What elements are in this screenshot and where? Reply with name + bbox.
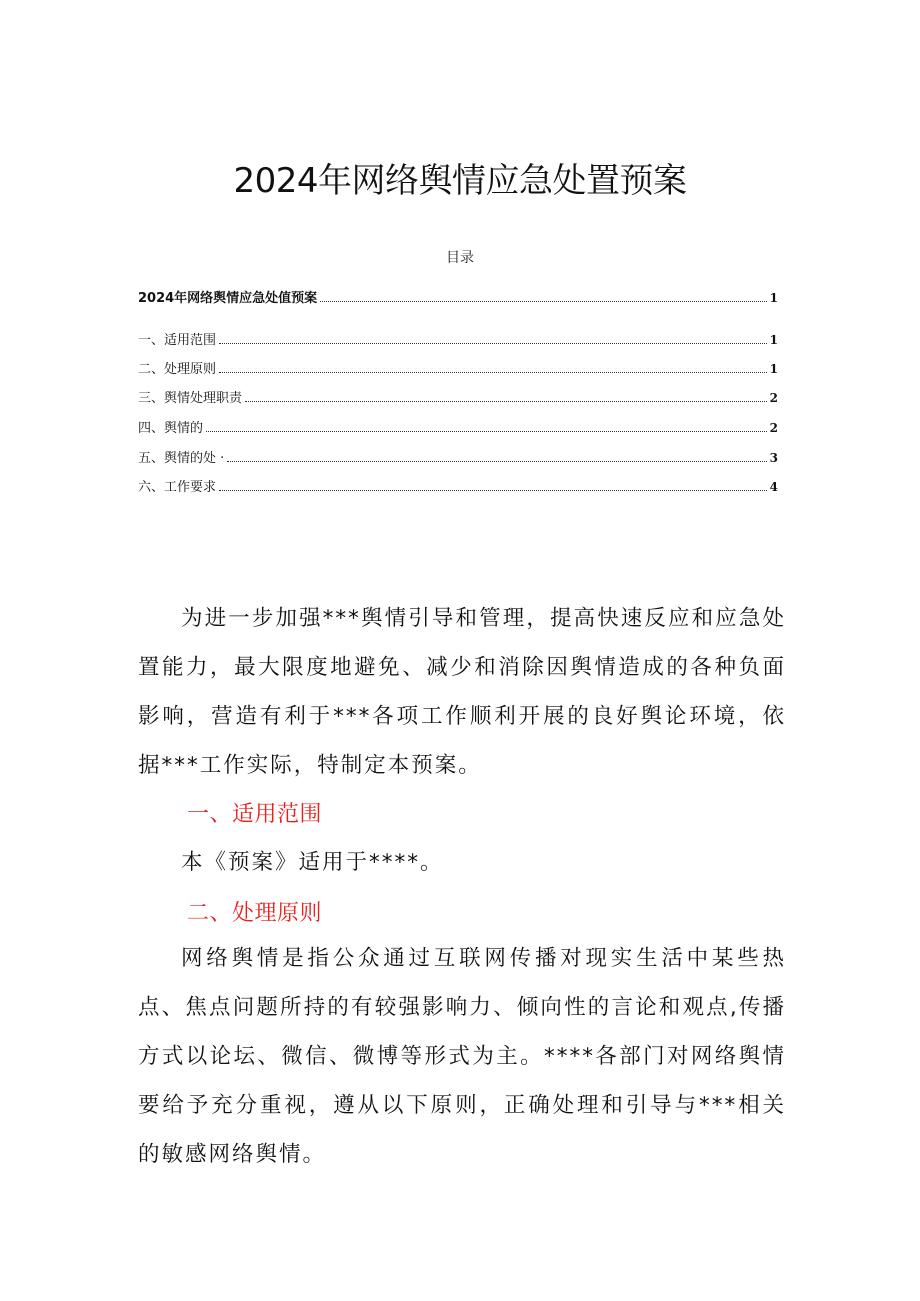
toc-entry[interactable]	[138, 288, 778, 308]
toc-leader-dots	[320, 300, 766, 302]
toc-entry-label: 三、舆情处理职责	[138, 391, 243, 406]
toc-entry[interactable]	[138, 388, 778, 408]
toc-entry-page: 1	[769, 362, 778, 376]
toc-leader-dots	[227, 460, 766, 462]
toc-leader-dots	[219, 342, 767, 344]
toc-entry[interactable]	[138, 448, 778, 468]
toc-entry[interactable]	[138, 330, 778, 350]
toc-entry-label: 一、适用范围	[138, 333, 217, 348]
intro-text: 为进一步加强***舆情引导和管理，提高快速反应和应急处置能力，最大限度地避免、减少和消除因舆情造成的各种负面影响，营造有利于***各项工作顺利开展的良好舆论环境，依据***工作实际，特制定本预案。	[138, 606, 786, 778]
toc-leader-dots	[219, 371, 767, 373]
toc-entry-label: 五、舆情的处 ·	[138, 451, 225, 466]
toc-entry[interactable]	[138, 477, 778, 497]
document-title: 2024年网络舆情应急处置预案	[233, 161, 687, 201]
toc-entry-label: 二、处理原则	[138, 362, 217, 377]
scope-paragraph: 本《预案》适用于****。	[181, 850, 444, 875]
principles-paragraph	[138, 934, 786, 1179]
toc-leader-dots	[206, 430, 767, 432]
toc-entry[interactable]	[138, 359, 778, 379]
toc-entry-page: 1	[769, 291, 778, 305]
section-heading-principles: 二、处理原则	[187, 901, 323, 926]
toc-entry-label: 六、工作要求	[138, 480, 217, 495]
toc-entry[interactable]	[138, 418, 778, 438]
intro-paragraph	[138, 594, 786, 790]
toc-entry-page: 3	[769, 451, 778, 465]
principles-text: 网络舆情是指公众通过互联网传播对现实生活中某些热点、焦点问题所持的有较强影响力、倾向性的言论和观点,传播方式以论坛、微信、微博等形式为主。****各部门对网络舆情要给予充分重视，遵从以下原则，正确处理和引导与***相关的敏感网络舆情。	[138, 946, 786, 1167]
section-heading-scope: 一、适用范围	[187, 802, 323, 827]
toc-entry-page: 2	[769, 421, 778, 435]
toc-entry-page: 2	[769, 391, 778, 405]
toc-leader-dots	[219, 489, 767, 491]
toc-heading: 目录	[446, 250, 474, 266]
toc-entry-label: 2024年网络舆情应急处值预案	[138, 291, 318, 306]
toc-leader-dots	[245, 400, 767, 402]
toc-entry-page: 1	[769, 333, 778, 347]
toc-entry-label: 四、舆情的	[138, 421, 204, 436]
toc-entry-page: 4	[769, 480, 778, 494]
